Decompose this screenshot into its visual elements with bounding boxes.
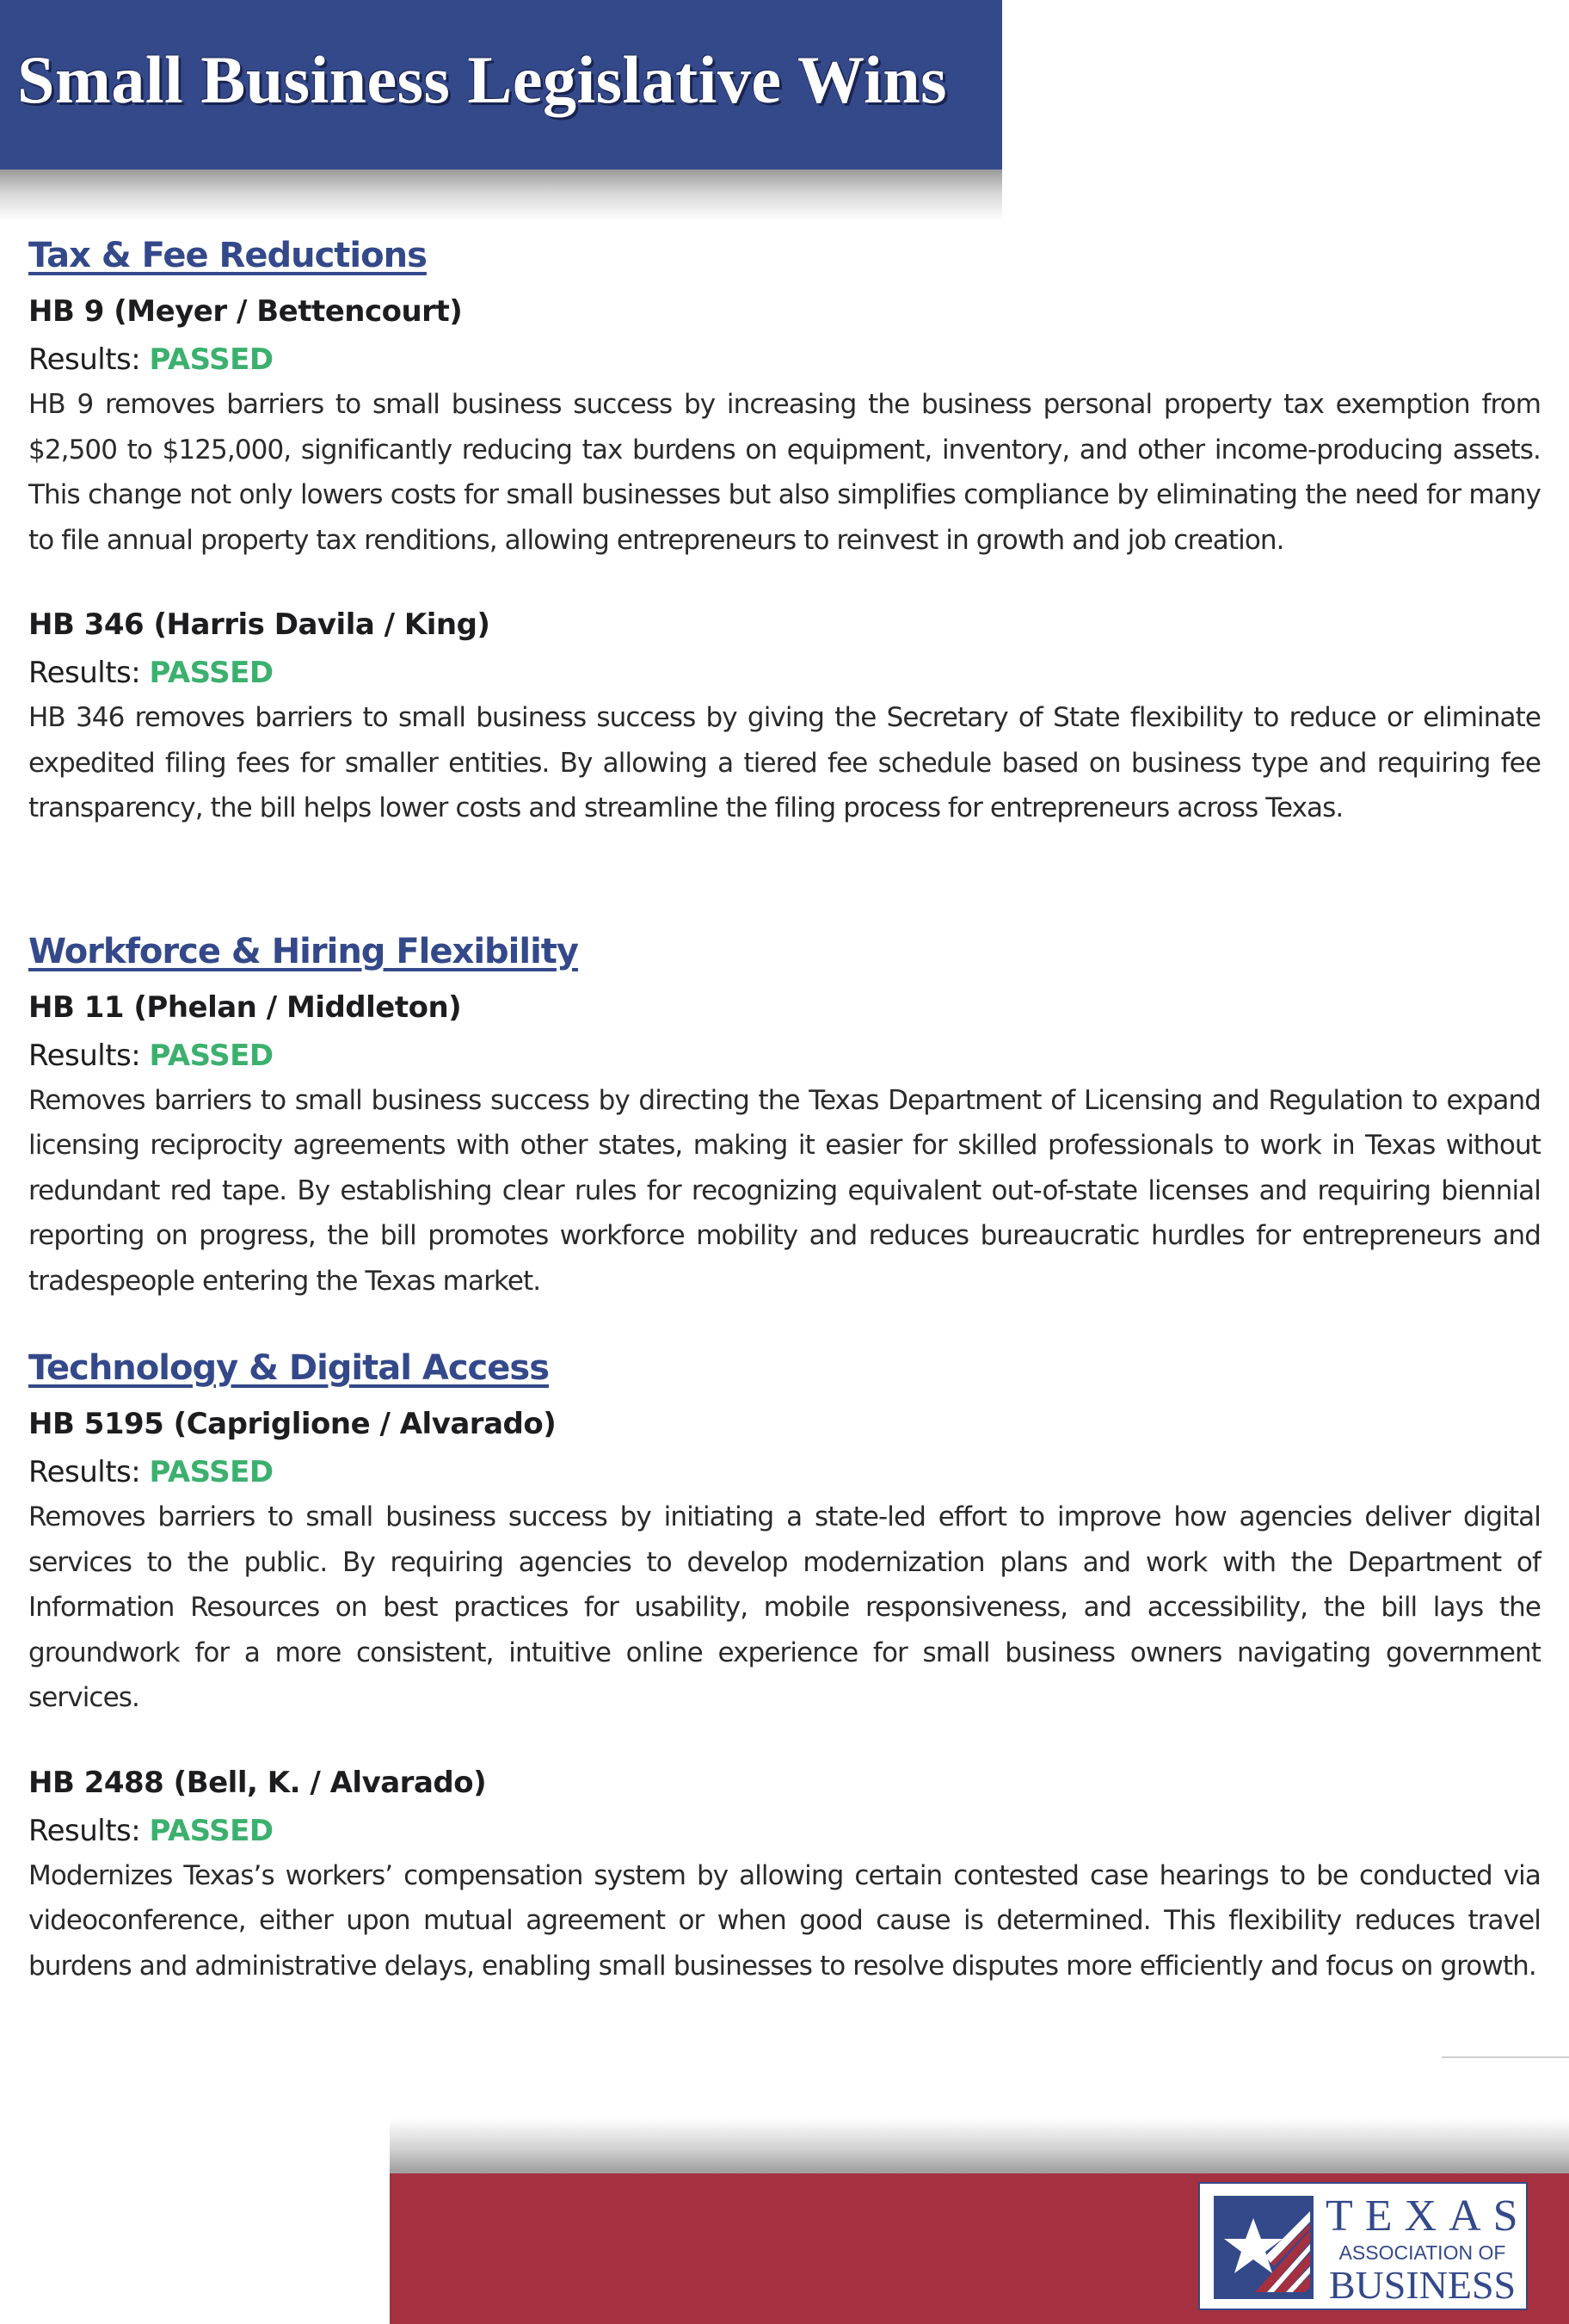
section-heading: Technology & Digital Access xyxy=(28,1348,550,1388)
logo-text-business: BUSINESS xyxy=(1328,2263,1517,2307)
bill-title: HB 11 (Phelan / Middleton) xyxy=(28,989,462,1025)
section-technology-digital xyxy=(28,1338,1541,1988)
footer-shadow xyxy=(390,2118,1569,2173)
bill-hb11 xyxy=(28,982,1541,1304)
bill-title: HB 9 (Meyer / Bettencourt) xyxy=(28,294,463,329)
status-badge: PASSED xyxy=(149,1038,274,1073)
bill-hb5195 xyxy=(28,1398,1541,1721)
bill-title: HB 2488 (Bell, K. / Alvarado) xyxy=(28,1765,487,1800)
status-badge: PASSED xyxy=(149,342,274,377)
bill-description: HB 9 removes barriers to small business success by increasing the business personal property tax exemption from $2,500 to $125,000, significantly reducing tax burdens on equipment, inventory, and other income-producing assets. This change not only lowers costs for small businesses but also simplifies compliance by eliminating the need for many to file annual property tax renditions, allowing entrepreneurs to reinvest in growth and job creation. xyxy=(28,389,1541,556)
section-heading: Tax & Fee Reductions xyxy=(28,236,427,275)
results-label: Results: xyxy=(28,656,141,690)
bill-results xyxy=(28,1450,1541,1495)
bill-description: HB 346 removes barriers to small business success by giving the Secretary of State flexibility to reduce or eliminate expedited filing fees for smaller entities. By allowing a tiered fee schedule based on business type and requiring fee transparency, the bill helps lower costs and streamline the filing process for entrepreneurs across Texas. xyxy=(28,702,1541,823)
bill-title: HB 346 (Harris Davila / King) xyxy=(28,607,490,642)
bill-hb346 xyxy=(28,599,1541,831)
results-label: Results: xyxy=(28,342,141,377)
star-flag-icon xyxy=(1214,2196,1314,2299)
results-label: Results: xyxy=(28,1038,141,1073)
results-label: Results: xyxy=(28,1455,141,1489)
bill-title: HB 5195 (Capriglione / Alvarado) xyxy=(28,1407,557,1441)
tab-logo xyxy=(1198,2182,1528,2310)
page-title: Small Business Legislative Wins xyxy=(17,42,948,117)
status-badge: PASSED xyxy=(149,1813,274,1848)
bill-description: Modernizes Texas’s workers’ compensation system by allowing certain contested case hearings to be conducted via videoconference, either upon mutual agreement or when good cause is determined. This flexibility reduces travel burdens and administrative delays, enabling small businesses to resolve disputes more efficiently and focus on growth. xyxy=(28,1859,1541,1982)
section-heading: Workforce & Hiring Flexibility xyxy=(28,931,578,971)
status-badge: PASSED xyxy=(149,656,274,690)
bill-description: Removes barriers to small business success by initiating a state-led effort to improve how agencies deliver digital services to the public. By requiring agencies to develop modernization plans and work with the Department of Information Resources on best practices for usability, mobile responsiveness, and accessibility, the bill lays the groundwork for a more consistent, intuitive online experience for small business owners navigating government services. xyxy=(28,1501,1541,1713)
bill-description: Removes barriers to small business success by directing the Texas Department of Licensing and Regulation to expand licensing reciprocity agreements with other states, making it easier for skilled professionals to work in Texas without redundant red tape. By establishing clear rules for recognizing equivalent out-of-state licenses and requiring biennial reporting on progress, the bill promotes workforce mobility and reduces bureaucratic hurdles for entrepreneurs and tradespeople entering the Texas market. xyxy=(28,1084,1541,1297)
logo-text-association: ASSOCIATION OF xyxy=(1338,2241,1506,2264)
divider xyxy=(1442,2056,1569,2058)
logo-text-texas: TEXAS xyxy=(1326,2191,1530,2241)
section-workforce-hiring xyxy=(28,922,1541,1304)
bill-results xyxy=(28,337,1541,382)
header-shadow xyxy=(0,170,1002,221)
bill-hb9 xyxy=(28,286,1541,563)
bill-hb2488 xyxy=(28,1757,1541,1989)
results-label: Results: xyxy=(28,1813,141,1848)
bill-results xyxy=(28,1033,1541,1078)
bill-results xyxy=(28,1809,1541,1853)
main-content xyxy=(28,225,1541,1988)
status-badge: PASSED xyxy=(149,1455,274,1489)
section-tax-fee-reductions xyxy=(28,225,1541,831)
bill-results xyxy=(28,650,1541,695)
header-banner xyxy=(0,0,1002,170)
